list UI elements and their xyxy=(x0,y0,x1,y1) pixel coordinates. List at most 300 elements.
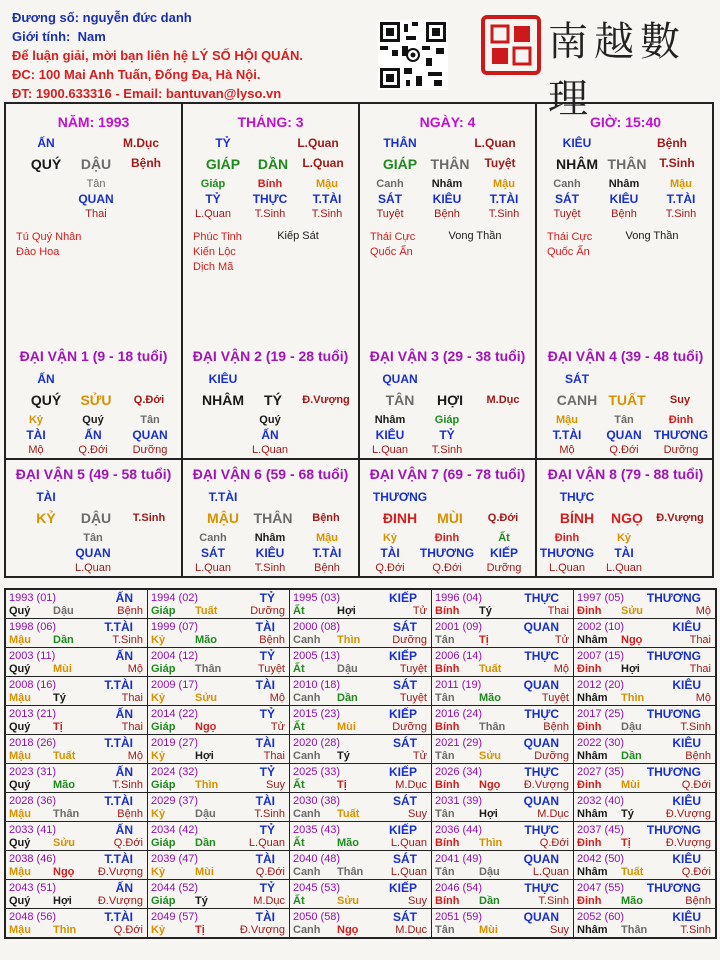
year-stem: Đinh xyxy=(577,779,602,791)
year-cell xyxy=(290,793,432,822)
year-star: SÁT xyxy=(393,852,417,866)
stem-phase: L.Quan xyxy=(474,136,516,150)
year-cell xyxy=(290,851,432,880)
year-star: THỰC xyxy=(524,649,559,663)
year-phase: Q.Đới xyxy=(113,837,143,849)
year-star: TÀI xyxy=(255,852,275,866)
hidden-phase: Mộ xyxy=(28,444,44,456)
year-cell xyxy=(432,590,574,619)
year-label: 1998 (06) xyxy=(9,621,57,633)
earthly-branch: NGỌ xyxy=(611,510,643,526)
earthly-branch: DẬU xyxy=(80,510,112,526)
year-phase: Bệnh xyxy=(117,605,143,617)
year-cell xyxy=(6,619,148,648)
qr-code-icon xyxy=(378,20,448,90)
year-star: SÁT xyxy=(393,736,417,750)
heavenly-stem: QUÝ xyxy=(30,156,62,172)
hidden-star: QUAN xyxy=(132,428,168,442)
year-star: QUAN xyxy=(523,852,559,866)
year-star: T.TÀI xyxy=(104,678,133,692)
year-phase: L.Quan xyxy=(390,866,427,878)
hidden-stem: Đinh xyxy=(554,532,580,544)
year-phase: Tử xyxy=(412,605,427,617)
year-branch: Tị xyxy=(195,924,205,936)
branch-phase: T.Sinh xyxy=(659,156,695,170)
year-stem: Kỷ xyxy=(151,634,166,646)
year-cell xyxy=(148,880,290,909)
year-phase: Đ.Vượng xyxy=(523,779,569,791)
year-phase: Tử xyxy=(554,634,569,646)
hidden-star: TÀI xyxy=(614,546,634,560)
year-label: 2017 (25) xyxy=(577,708,625,720)
year-phase: Bệnh xyxy=(117,808,143,820)
year-star: KIẾP xyxy=(388,765,417,779)
hidden-stem: Nhâm xyxy=(254,532,286,544)
year-label: 1999 (07) xyxy=(151,621,199,633)
year-stem: Tân xyxy=(435,692,455,704)
year-branch: Hợi xyxy=(337,605,356,617)
dai-van-heading: ĐẠI VẬN 6 (59 - 68 tuổi) xyxy=(192,466,349,482)
year-label: 2030 (38) xyxy=(293,795,341,807)
year-branch: Sửu xyxy=(337,895,360,907)
year-label: 2031 (39) xyxy=(435,795,483,807)
year-branch: Tị xyxy=(621,837,631,849)
dai-van-8 xyxy=(537,460,714,578)
year-stem: Bính xyxy=(435,663,460,675)
hidden-stem: Tân xyxy=(86,178,106,190)
year-phase: Q.Đới xyxy=(681,866,711,878)
hidden-star: T.TÀI xyxy=(666,192,696,206)
year-cell xyxy=(432,648,574,677)
branch-phase: L.Quan xyxy=(302,156,344,170)
dai-van-5 xyxy=(6,460,183,578)
special-star: Quốc Ấn xyxy=(547,246,590,258)
year-phase: T.Sinh xyxy=(680,721,711,733)
hidden-star: THƯƠNG xyxy=(419,546,475,560)
year-branch: Ngọ xyxy=(621,634,643,646)
year-stem: Canh xyxy=(293,924,321,936)
year-label: 2001 (09) xyxy=(435,621,483,633)
year-star: KIẾP xyxy=(388,707,417,721)
year-label: 2018 (26) xyxy=(9,737,57,749)
year-stem: Bính xyxy=(435,721,460,733)
hidden-phase: Tuyệt xyxy=(376,208,404,220)
year-stem: Đinh xyxy=(577,721,602,733)
hidden-phase: T.Sinh xyxy=(311,208,343,220)
hidden-phase: T.Sinh xyxy=(488,208,520,220)
year-cell xyxy=(432,677,574,706)
year-stem: Quý xyxy=(9,721,31,733)
year-cell xyxy=(148,793,290,822)
hidden-phase: L.Quan xyxy=(194,562,232,574)
year-label: 2023 (31) xyxy=(9,766,57,778)
year-cell xyxy=(290,764,432,793)
year-label: 2022 (30) xyxy=(577,737,625,749)
year-stem: Kỷ xyxy=(151,808,166,820)
year-phase: Đ.Vượng xyxy=(97,895,143,907)
year-phase: Mộ xyxy=(127,663,143,675)
year-phase: Bệnh xyxy=(685,895,711,907)
year-cell xyxy=(574,822,716,851)
year-label: 2003 (11) xyxy=(9,650,56,662)
hidden-stem: Mậu xyxy=(556,414,578,426)
hidden-star: KIÊU xyxy=(255,546,285,560)
branch-phase: Đ.Vượng xyxy=(302,394,350,406)
owner-name: Đương số: nguyễn đức danh xyxy=(12,10,192,25)
pillar-heading: NĂM: 1993 xyxy=(57,114,130,130)
special-star-right: Vong Thần xyxy=(625,230,679,242)
year-star: KIÊU xyxy=(672,910,701,924)
year-branch: Dần xyxy=(621,750,642,762)
year-cell xyxy=(290,677,432,706)
pillar-heading: NGÀY: 4 xyxy=(419,114,476,130)
hidden-phase: Dưỡng xyxy=(132,444,168,456)
header-info xyxy=(12,8,303,103)
year-cell xyxy=(290,706,432,735)
year-branch: Tý xyxy=(621,808,634,820)
year-star: THƯƠNG xyxy=(646,765,701,779)
year-phase: Tuyệt xyxy=(257,663,285,675)
year-star: KIÊU xyxy=(672,852,701,866)
hidden-star: TÀI xyxy=(26,428,46,442)
year-stem: Quý xyxy=(9,895,31,907)
hidden-phase: Mộ xyxy=(559,444,575,456)
hidden-stem: Đinh xyxy=(434,532,460,544)
stem-star: T.TÀI xyxy=(208,490,238,504)
year-stem: Kỷ xyxy=(151,924,166,936)
dai-van-1 xyxy=(6,342,183,460)
year-branch: Hợi xyxy=(195,750,214,762)
gender-label: Giới tính: xyxy=(12,29,71,44)
year-branch: Thân xyxy=(53,808,80,820)
year-cell xyxy=(290,735,432,764)
earthly-branch: HỢI xyxy=(437,392,463,408)
year-star: ẤN xyxy=(115,591,133,605)
year-branch: Dần xyxy=(195,837,216,849)
stem-star: KIÊU xyxy=(208,372,238,386)
hidden-stem: Mậu xyxy=(316,532,338,544)
year-star: THỰC xyxy=(524,765,559,779)
red-seal-icon xyxy=(480,14,542,76)
dai-van-heading: ĐẠI VẬN 8 (79 - 88 tuổi) xyxy=(547,466,704,482)
stem-phase: Bệnh xyxy=(657,136,687,150)
year-branch: Dậu xyxy=(195,808,216,820)
year-label: 2032 (40) xyxy=(577,795,625,807)
hidden-star: T.TÀI xyxy=(489,192,519,206)
year-star: TỶ xyxy=(259,649,275,663)
year-star: T.TÀI xyxy=(104,794,133,808)
year-cell xyxy=(432,706,574,735)
year-branch: Thân xyxy=(337,866,364,878)
year-label: 2036 (44) xyxy=(435,824,483,836)
hidden-star: T.TÀI xyxy=(312,192,342,206)
year-label: 2019 (27) xyxy=(151,737,199,749)
year-phase: Dưỡng xyxy=(392,634,427,646)
hidden-phase: Bệnh xyxy=(434,208,460,220)
year-label: 2026 (34) xyxy=(435,766,483,778)
year-star: THƯƠNG xyxy=(646,649,701,663)
year-star: TÀI xyxy=(255,794,275,808)
hidden-phase: T.Sinh xyxy=(254,208,286,220)
year-label: 2021 (29) xyxy=(435,737,483,749)
year-branch: Ngọ xyxy=(195,721,217,733)
year-phase: T.Sinh xyxy=(680,924,711,936)
year-cell xyxy=(6,677,148,706)
year-branch: Mùi xyxy=(479,924,498,936)
year-stem: Bính xyxy=(435,605,460,617)
year-label: 2039 (47) xyxy=(151,853,199,865)
year-stem: Tân xyxy=(435,924,455,936)
year-cell xyxy=(432,909,574,938)
year-phase: Thai xyxy=(121,721,143,733)
hidden-phase: Dưỡng xyxy=(663,444,699,456)
hidden-star: THỰC xyxy=(252,192,288,206)
year-stem: Giáp xyxy=(151,895,176,907)
year-label: 2005 (13) xyxy=(293,650,341,662)
hidden-stem: Mậu xyxy=(493,178,515,190)
hidden-stem: Tân xyxy=(140,414,160,426)
hidden-stem: Mậu xyxy=(670,178,692,190)
hidden-star: KIẾP xyxy=(489,546,518,560)
year-star: SÁT xyxy=(393,910,417,924)
hidden-stem: Tân xyxy=(83,532,103,544)
year-phase: T.Sinh xyxy=(254,808,285,820)
year-phase: Dưỡng xyxy=(534,750,569,762)
dai-van-heading: ĐẠI VẬN 2 (19 - 28 tuổi) xyxy=(192,348,349,364)
year-cell xyxy=(6,822,148,851)
year-branch: Hợi xyxy=(53,895,72,907)
year-branch: Tuất xyxy=(621,866,644,878)
year-label: 1993 (01) xyxy=(9,592,57,604)
heavenly-stem: NHÂM xyxy=(556,156,598,172)
hidden-phase: L.Quan xyxy=(548,562,586,574)
year-stem: Đinh xyxy=(577,837,602,849)
year-star: KIẾP xyxy=(388,649,417,663)
year-cell xyxy=(574,909,716,938)
year-cell xyxy=(6,590,148,619)
year-label: 2043 (51) xyxy=(9,882,57,894)
year-label: 2028 (36) xyxy=(9,795,57,807)
year-cell xyxy=(574,793,716,822)
year-cell xyxy=(6,909,148,938)
year-label: 2047 (55) xyxy=(577,882,625,894)
year-phase: Thai xyxy=(689,634,711,646)
year-branch: Thìn xyxy=(479,837,503,849)
year-phase: Thai xyxy=(263,750,285,762)
year-star: KIẾP xyxy=(388,591,417,605)
year-branch: Tị xyxy=(337,779,347,791)
special-stars xyxy=(370,230,415,260)
dai-van-heading: ĐẠI VẬN 5 (49 - 58 tuổi) xyxy=(15,466,172,482)
year-star: T.TÀI xyxy=(104,852,133,866)
year-star: THƯƠNG xyxy=(646,707,701,721)
year-branch: Sửu xyxy=(479,750,502,762)
stem-star: KIÊU xyxy=(562,136,592,150)
year-phase: M.Dục xyxy=(395,779,427,791)
year-star: THỰC xyxy=(524,591,559,605)
heavenly-stem: ĐINH xyxy=(382,510,418,526)
special-star: Tú Quý Nhân xyxy=(16,231,82,243)
year-phase: Tuyệt xyxy=(541,692,569,704)
year-label: 2006 (14) xyxy=(435,650,483,662)
year-branch: Sửu xyxy=(195,692,218,704)
year-star: KIÊU xyxy=(672,678,701,692)
hidden-stem: Quý xyxy=(82,414,104,426)
year-stem: Nhâm xyxy=(577,808,608,820)
hidden-star: TỶ xyxy=(205,192,221,206)
year-cell xyxy=(574,764,716,793)
year-cell xyxy=(574,677,716,706)
year-branch: Sửu xyxy=(53,837,76,849)
stem-star: ẤN xyxy=(37,136,55,150)
year-stem: Đinh xyxy=(577,605,602,617)
year-cell xyxy=(6,706,148,735)
year-branch: Mão xyxy=(479,692,501,704)
year-cell xyxy=(6,793,148,822)
hidden-star: SÁT xyxy=(378,192,402,206)
gender-line xyxy=(12,27,303,46)
year-phase: Tuyệt xyxy=(399,692,427,704)
year-label: 2048 (56) xyxy=(9,911,57,923)
year-phase: Đ.Vượng xyxy=(239,924,285,936)
special-star: Dịch Mã xyxy=(193,261,234,273)
hidden-stem: Kỷ xyxy=(28,414,44,426)
year-stem: Giáp xyxy=(151,779,176,791)
dai-van-4 xyxy=(537,342,714,460)
year-branch: Tý xyxy=(53,692,66,704)
hidden-stem: Giáp xyxy=(434,414,460,426)
year-label: 1994 (02) xyxy=(151,592,199,604)
year-label: 2009 (17) xyxy=(151,679,199,691)
branch-phase: Bệnh xyxy=(312,512,340,524)
year-cell xyxy=(148,909,290,938)
dai-van-7 xyxy=(360,460,537,578)
year-branch: Mão xyxy=(195,634,217,646)
year-label: 1996 (04) xyxy=(435,592,483,604)
heavenly-stem: MẬU xyxy=(207,510,239,526)
pillar-3 xyxy=(360,104,537,342)
year-phase: Q.Đới xyxy=(681,779,711,791)
year-cell xyxy=(432,764,574,793)
heavenly-stem: BÍNH xyxy=(559,510,595,526)
year-cell xyxy=(148,677,290,706)
year-label: 1995 (03) xyxy=(293,592,341,604)
year-phase: Suy xyxy=(408,808,427,820)
hidden-phase: L.Quan xyxy=(371,444,409,456)
hidden-phase: Q.Đới xyxy=(78,444,108,456)
dai-van-2 xyxy=(183,342,360,460)
special-star: Quốc Ấn xyxy=(370,246,413,258)
heavenly-stem: KỶ xyxy=(36,510,56,526)
year-branch: Dậu xyxy=(621,721,642,733)
year-star: TỶ xyxy=(259,823,275,837)
hidden-stem: Canh xyxy=(199,532,227,544)
year-stem: Mậu xyxy=(9,866,31,878)
special-star: Đào Hoa xyxy=(16,246,60,258)
hidden-stem: Kỷ xyxy=(382,532,398,544)
year-branch: Hợi xyxy=(479,808,498,820)
stem-star: THỰC xyxy=(559,490,595,504)
year-label: 2035 (43) xyxy=(293,824,341,836)
hidden-phase: Bệnh xyxy=(611,208,637,220)
year-label: 2049 (57) xyxy=(151,911,199,923)
year-phase: Bệnh xyxy=(685,750,711,762)
hidden-star: KIÊU xyxy=(432,192,462,206)
hidden-star: TÀI xyxy=(380,546,400,560)
year-stem: Đinh xyxy=(577,663,602,675)
year-branch: Mùi xyxy=(621,779,640,791)
heavenly-stem: GIÁP xyxy=(382,156,418,172)
hidden-star: THƯƠNG xyxy=(653,428,709,442)
year-phase: L.Quan xyxy=(390,837,427,849)
year-cell xyxy=(432,880,574,909)
year-stem: Ất xyxy=(293,605,305,617)
year-phase: Đ.Vượng xyxy=(97,866,143,878)
hidden-phase: Thai xyxy=(85,208,107,220)
branch-phase: T.Sinh xyxy=(132,512,166,524)
address: ĐC: 100 Mai Anh Tuấn, Đống Đa, Hà Nội. xyxy=(12,67,261,82)
year-cell xyxy=(148,735,290,764)
year-phase: Tuyệt xyxy=(399,663,427,675)
branch-phase: Q.Đới xyxy=(487,512,519,524)
hidden-phase: T.Sinh xyxy=(431,444,463,456)
year-phase: Dưỡng xyxy=(392,721,427,733)
year-cell xyxy=(290,648,432,677)
hidden-star: KIÊU xyxy=(609,192,639,206)
year-cell xyxy=(148,590,290,619)
year-phase: Suy xyxy=(550,924,569,936)
hidden-star: QUAN xyxy=(78,192,114,206)
year-label: 2007 (15) xyxy=(577,650,625,662)
year-stem: Quý xyxy=(9,605,31,617)
gender-value: Nam xyxy=(77,29,106,44)
year-stem: Bính xyxy=(435,779,460,791)
year-stem: Quý xyxy=(9,663,31,675)
year-star: THỰC xyxy=(524,881,559,895)
hidden-stem: Tân xyxy=(614,414,634,426)
year-branch: Mùi xyxy=(337,721,356,733)
hidden-phase: L.Quan xyxy=(74,562,112,574)
branch-phase: Bệnh xyxy=(131,156,161,170)
year-cell xyxy=(6,648,148,677)
year-stem: Ất xyxy=(293,721,305,733)
year-star: T.TÀI xyxy=(104,736,133,750)
year-cell xyxy=(290,909,432,938)
year-label: 2027 (35) xyxy=(577,766,625,778)
hidden-stem: Quý xyxy=(259,414,281,426)
year-phase: Suy xyxy=(266,779,285,791)
year-branch: Thân xyxy=(621,924,648,936)
year-stem: Ất xyxy=(293,837,305,849)
year-cell xyxy=(290,880,432,909)
year-phase: Q.Đới xyxy=(113,924,143,936)
special-star: Thái Cực xyxy=(370,231,416,243)
year-cell xyxy=(148,851,290,880)
dai-van-heading: ĐẠI VẬN 1 (9 - 18 tuổi) xyxy=(19,348,168,364)
year-phase: Q.Đới xyxy=(539,837,569,849)
hidden-stem: Đinh xyxy=(668,414,694,426)
year-phase: Tử xyxy=(412,750,427,762)
year-branch: Tuất xyxy=(53,750,76,762)
year-label: 2038 (46) xyxy=(9,853,57,865)
heavenly-stem: CANH xyxy=(556,392,598,408)
year-stem: Canh xyxy=(293,866,321,878)
year-cell xyxy=(574,619,716,648)
year-branch: Tý xyxy=(337,750,350,762)
year-star: THƯƠNG xyxy=(646,591,701,605)
special-star: Kiến Lộc xyxy=(193,246,236,258)
hidden-stem: Giáp xyxy=(200,178,226,190)
